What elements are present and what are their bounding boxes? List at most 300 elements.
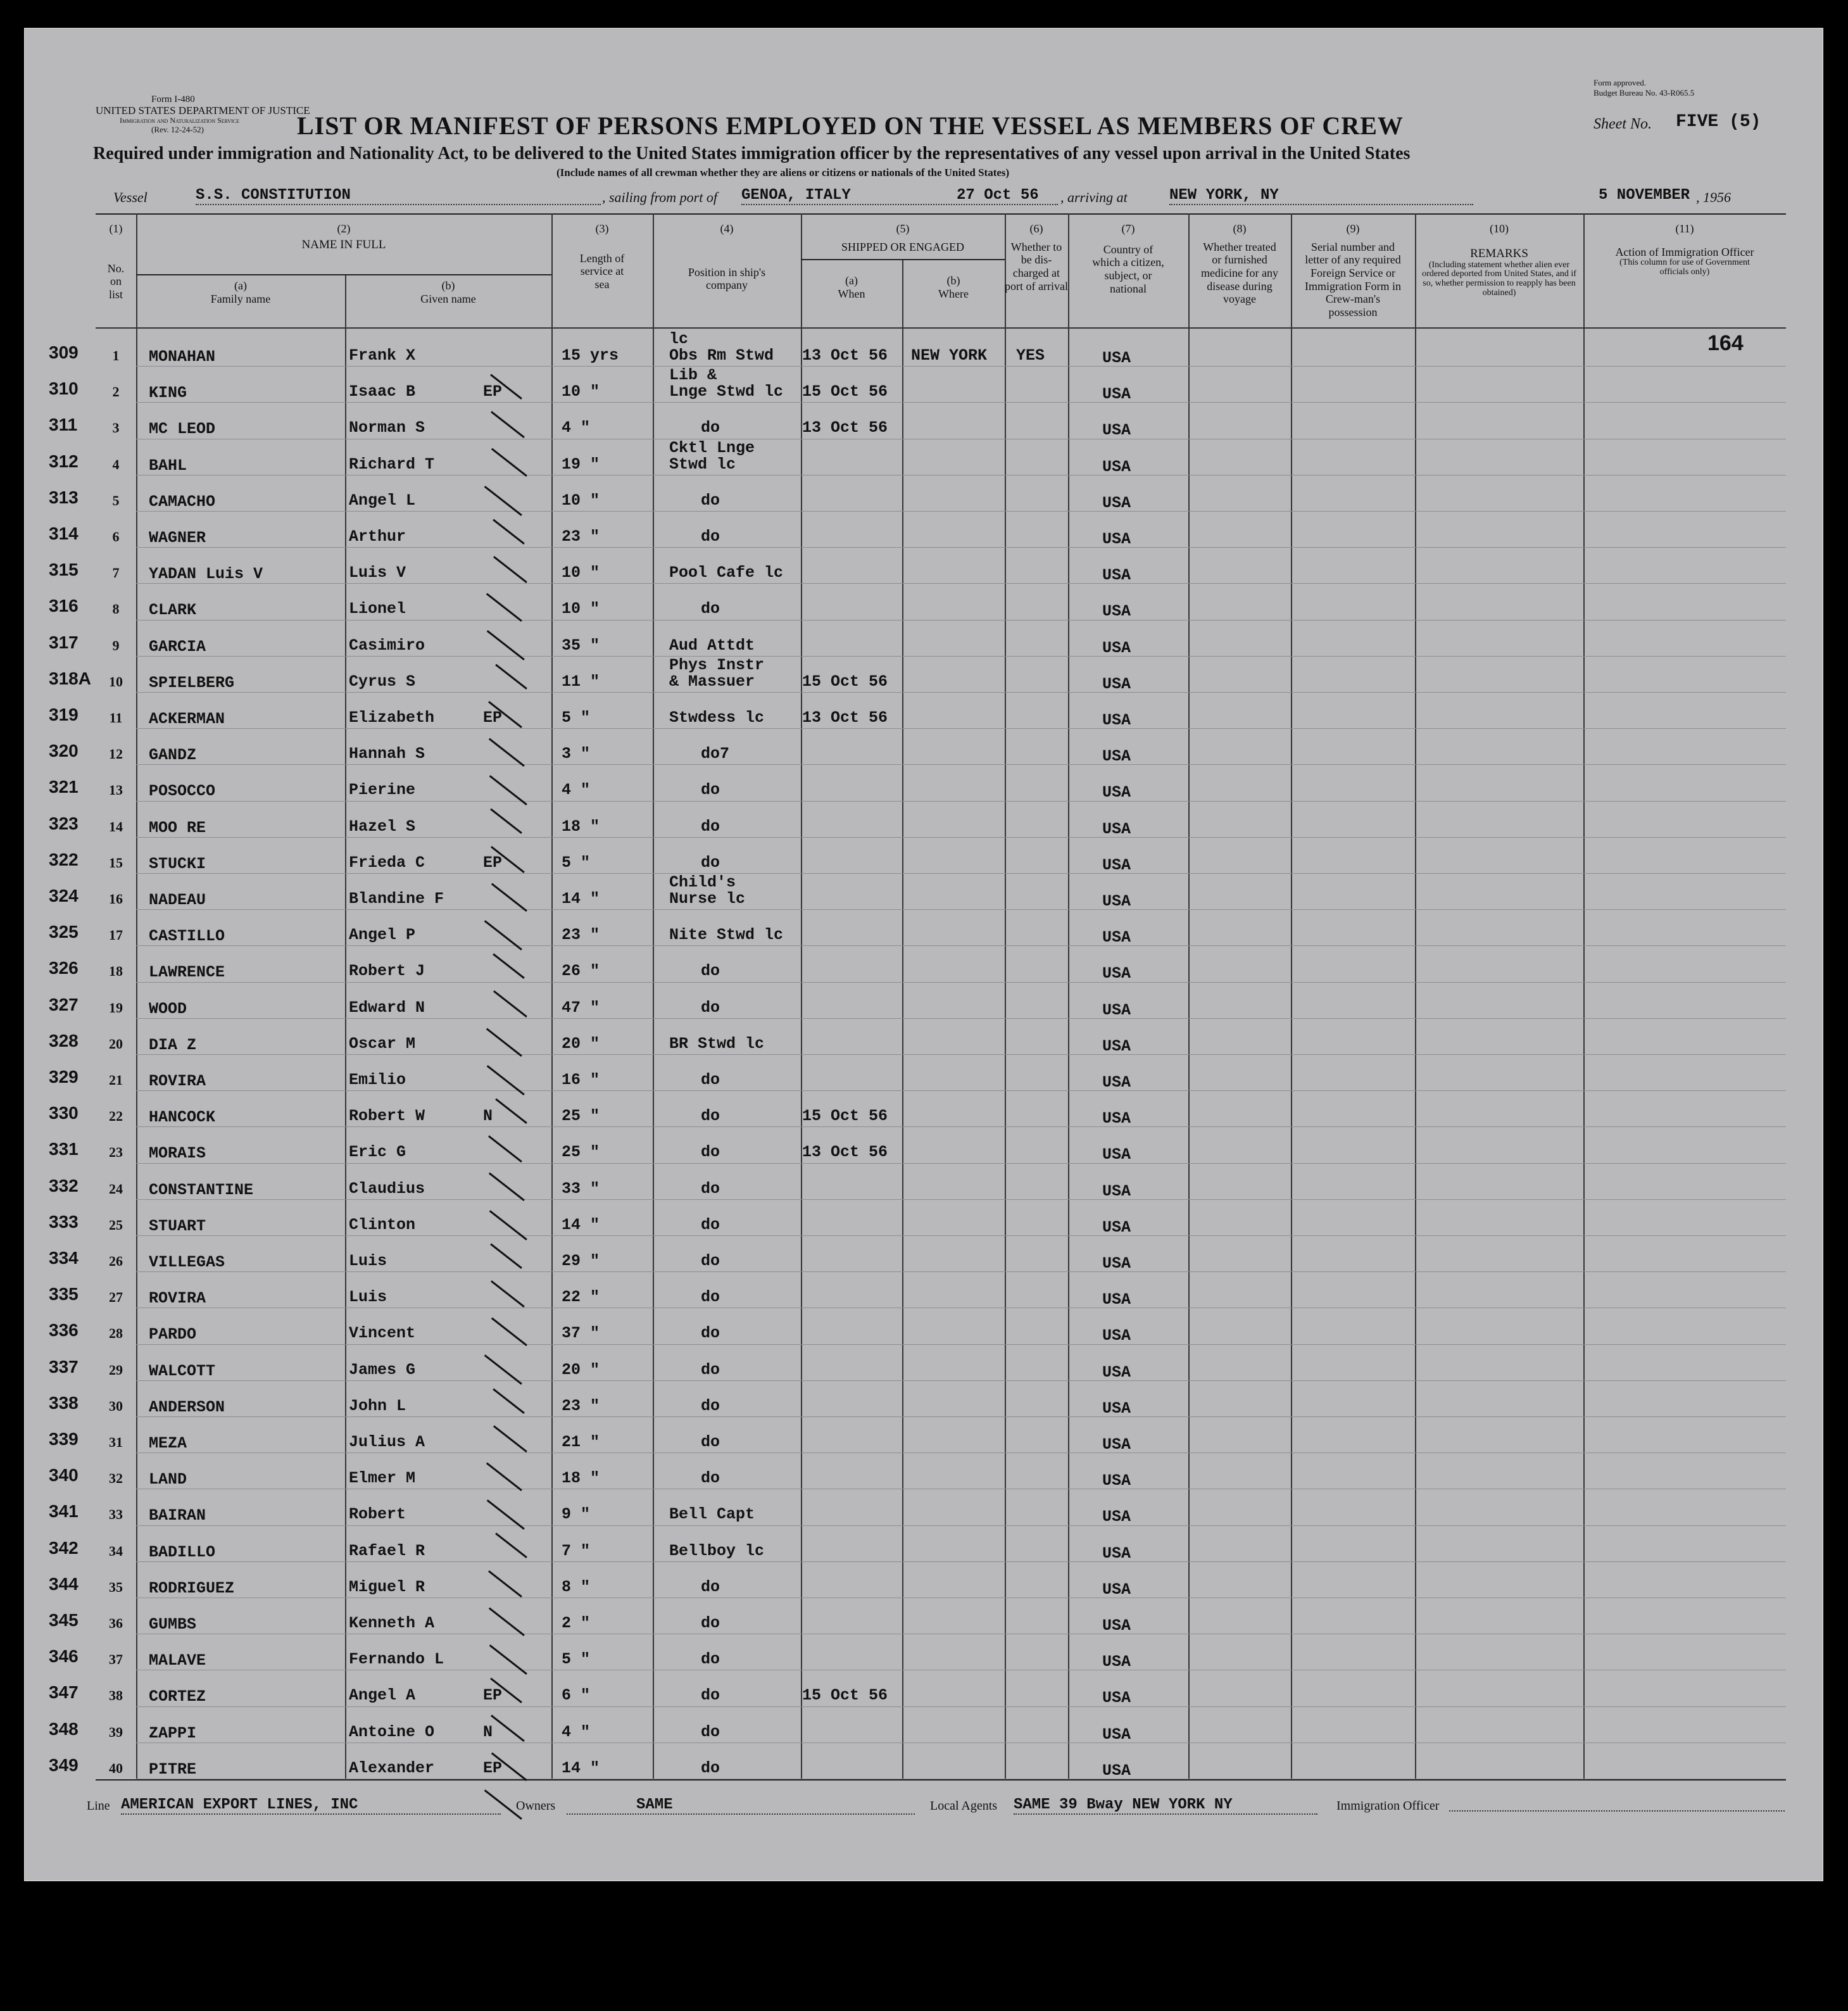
list-number: 6 [112, 529, 120, 545]
country: USA [1102, 892, 1131, 911]
service-length: 18 " [562, 1469, 600, 1488]
shipped-when: 15 Oct 56 [802, 382, 888, 401]
position: do [701, 781, 720, 800]
position: Lnge Stwd lc [669, 382, 784, 401]
service-length: 10 " [562, 491, 600, 510]
country: USA [1102, 602, 1131, 621]
country: USA [1102, 1254, 1131, 1273]
col2-header: (2) NAME IN FULL [301, 222, 386, 251]
given-name: Luis [349, 1288, 387, 1307]
given-name: Kenneth A [349, 1614, 435, 1632]
margin-number: 312 [49, 451, 79, 471]
list-number: 28 [109, 1325, 123, 1342]
budget-bureau: Budget Bureau No. 43-R065.5 [1593, 88, 1695, 98]
position: Stwdess lc [669, 709, 765, 727]
given-name: Fernando L [349, 1650, 444, 1669]
service-length: 23 " [562, 527, 600, 546]
family-name: LAWRENCE [149, 963, 225, 982]
table-row [25, 802, 1823, 838]
stamp-number: 164 [1707, 331, 1744, 355]
margin-number: 334 [49, 1248, 79, 1268]
family-name: MONAHAN [149, 348, 216, 366]
country: USA [1102, 1182, 1131, 1201]
table-row [25, 947, 1823, 983]
margin-number: 323 [49, 813, 79, 833]
margin-number: 320 [49, 741, 79, 761]
service-length: 14 " [562, 890, 600, 908]
family-name: STUART [149, 1216, 206, 1235]
country: USA [1102, 1290, 1131, 1309]
table-top-rule [96, 213, 1786, 215]
margin-number: 346 [49, 1646, 79, 1667]
family-name: CAMACHO [149, 492, 216, 511]
margin-number: 329 [49, 1067, 79, 1087]
given-name: Norman S [349, 419, 425, 438]
col3-header: (3) Length of service at sea [579, 222, 625, 291]
list-number: 12 [109, 746, 123, 762]
margin-number: 338 [49, 1392, 79, 1413]
country: USA [1102, 385, 1131, 404]
margin-number: 348 [49, 1718, 79, 1739]
arrival-year: , 1956 [1696, 189, 1731, 205]
country: USA [1102, 1109, 1131, 1128]
position: do [701, 600, 720, 619]
position: do [701, 1179, 720, 1198]
list-number: 8 [112, 601, 120, 617]
list-number: 29 [109, 1361, 123, 1378]
sailing-label: , sailing from port of [602, 189, 717, 205]
service-length: 8 " [562, 1577, 591, 1596]
status-mark: EP [483, 853, 503, 872]
list-number: 9 [112, 637, 120, 653]
list-number: 25 [109, 1216, 123, 1233]
family-name: WAGNER [149, 529, 206, 547]
family-name: MEZA [149, 1434, 187, 1453]
list-number: 15 [109, 854, 123, 871]
family-name: ACKERMAN [149, 710, 225, 728]
margin-number: 330 [49, 1103, 79, 1123]
country: USA [1102, 638, 1131, 657]
position: do7 [701, 745, 730, 764]
arriving-label: , arriving at [1060, 189, 1128, 205]
given-name: Elmer M [349, 1469, 416, 1488]
service-length: 16 " [562, 1071, 600, 1089]
margin-number: 339 [49, 1429, 79, 1449]
service-length: 22 " [562, 1288, 600, 1307]
page-title: LIST OR MANIFEST OF PERSONS EMPLOYED ON THE VESSEL AS MEMBERS OF CREW [297, 111, 1404, 140]
margin-number: 324 [49, 886, 79, 905]
given-name: Richard T [349, 455, 435, 474]
table-row [25, 1092, 1823, 1128]
service-length: 3 " [562, 745, 591, 764]
table-row [25, 657, 1823, 693]
given-name: Angel L [349, 491, 416, 510]
col1-header: (1) No. on list [107, 222, 125, 301]
given-name: Casimiro [349, 636, 425, 655]
country: USA [1102, 1363, 1131, 1382]
position: Stwd lc [669, 455, 736, 474]
country: USA [1102, 566, 1131, 585]
position-line1: Phys Instr [669, 655, 765, 674]
subtitle-note: (Include names of all crewman whether they are aliens or citizens or nationals of the United States) [556, 167, 1010, 179]
position: do [701, 853, 720, 872]
country: USA [1102, 1580, 1131, 1599]
table-row [25, 548, 1823, 584]
service-length: 10 " [562, 564, 600, 583]
country: USA [1102, 1218, 1131, 1237]
position: do [701, 1577, 720, 1596]
table-row [25, 1237, 1823, 1273]
country: USA [1102, 1725, 1131, 1744]
arrival-port: NEW YORK, NY [1169, 187, 1473, 205]
position: do [701, 962, 720, 981]
table-row [25, 512, 1823, 548]
family-name: SPIELBERG [149, 673, 235, 692]
officer-field [1449, 1804, 1785, 1812]
agents-value: SAME 39 Bway NEW YORK NY [1014, 1796, 1317, 1815]
service-length: 25 " [562, 1107, 600, 1126]
country: USA [1102, 1617, 1131, 1635]
given-name: Antoine O [349, 1722, 435, 1741]
table-row [25, 766, 1823, 802]
country: USA [1102, 747, 1131, 766]
col10-header: (10) REMARKS (Including statement whether alien ever ordered deported from United States, and if so, whether permission to reapply has been obtained) [1422, 222, 1576, 298]
table-row [25, 1056, 1823, 1092]
country: USA [1102, 530, 1131, 548]
country: USA [1102, 711, 1131, 729]
margin-number: 313 [49, 487, 79, 507]
country: USA [1102, 1000, 1131, 1019]
margin-number: 342 [49, 1537, 79, 1558]
service-length: 23 " [562, 926, 600, 945]
col2b-header: (b) Given name [420, 279, 476, 305]
service-length: 5 " [562, 709, 591, 727]
position: do [701, 1252, 720, 1270]
shipped-where: NEW YORK [911, 346, 988, 365]
list-number: 2 [112, 384, 120, 400]
table-row [25, 1309, 1823, 1345]
col5b-header: (b) Where [938, 274, 969, 300]
table-row [25, 1635, 1823, 1671]
form-revision: (Rev. 12-24-52) [151, 125, 204, 134]
country: USA [1102, 1689, 1131, 1708]
table-row [25, 1563, 1823, 1599]
family-name: GARCIA [149, 637, 206, 656]
list-number: 35 [109, 1579, 123, 1595]
country: USA [1102, 783, 1131, 802]
sheet-number: FIVE (5) [1676, 112, 1761, 132]
given-name: Cyrus S [349, 672, 416, 691]
shipped-when: 15 Oct 56 [802, 1686, 888, 1705]
margin-number: 325 [49, 922, 79, 942]
service-length: 10 " [562, 600, 600, 619]
given-name: Julius A [349, 1433, 425, 1451]
departure-port: GENOA, ITALY [741, 187, 1058, 205]
service-length: 35 " [562, 636, 600, 655]
vessel-name: S.S. CONSTITUTION [196, 187, 601, 205]
margin-number: 321 [49, 777, 79, 797]
position: do [701, 1107, 720, 1126]
given-name: Edward N [349, 998, 425, 1017]
service-length: 18 " [562, 817, 600, 836]
family-name: HANCOCK [149, 1108, 216, 1127]
margin-number: 347 [49, 1682, 79, 1703]
shipped-when: 13 Oct 56 [802, 346, 888, 365]
margin-number: 315 [49, 560, 79, 580]
country: USA [1102, 674, 1131, 693]
service-length: 5 " [562, 1650, 591, 1669]
col6-header: (6) Whether to be dis-charged at port of arrival [1005, 222, 1068, 293]
status-mark: EP [483, 709, 503, 727]
service-length: 37 " [562, 1324, 600, 1343]
family-name: MALAVE [149, 1651, 206, 1670]
list-number: 1 [112, 348, 120, 363]
family-name: PARDO [149, 1325, 197, 1344]
country: USA [1102, 1073, 1131, 1092]
position: do [701, 491, 720, 510]
form-number: Form I-480 [151, 94, 195, 104]
given-name: Eric G [349, 1143, 406, 1162]
table-row [25, 476, 1823, 512]
list-number: 32 [109, 1470, 123, 1487]
position: Bell Capt [669, 1505, 755, 1524]
list-number: 7 [112, 565, 120, 581]
discharge: YES [1016, 346, 1045, 365]
service-length: 20 " [562, 1360, 600, 1379]
margin-number: 344 [49, 1573, 79, 1594]
position: do [701, 1396, 720, 1415]
service-length: 4 " [562, 781, 591, 800]
position: do [701, 1143, 720, 1162]
service-length: 10 " [562, 382, 600, 401]
given-name: Robert J [349, 962, 425, 981]
department: UNITED STATES DEPARTMENT OF JUSTICE [96, 104, 310, 117]
country: USA [1102, 421, 1131, 440]
margin-number: 341 [49, 1501, 79, 1522]
table-row [25, 621, 1823, 657]
position: do [701, 1324, 720, 1343]
service-length: 6 " [562, 1686, 591, 1705]
officer-label: Immigration Officer [1336, 1799, 1440, 1813]
shipped-when: 13 Oct 56 [802, 419, 888, 438]
given-name: Hannah S [349, 745, 425, 764]
position: do [701, 1469, 720, 1488]
given-name: Luis [349, 1252, 387, 1270]
list-number: 4 [112, 456, 120, 472]
given-name: Blandine F [349, 890, 444, 908]
family-name: MORAIS [149, 1144, 206, 1163]
given-name: Elizabeth [349, 709, 435, 727]
family-name: ANDERSON [149, 1397, 225, 1416]
list-number: 36 [109, 1615, 123, 1631]
family-name: STUCKI [149, 854, 206, 873]
line-name: AMERICAN EXPORT LINES, INC [121, 1796, 501, 1815]
service-length: 5 " [562, 853, 591, 872]
country: USA [1102, 1327, 1131, 1346]
table-row [25, 1382, 1823, 1418]
position: Nurse lc [669, 890, 746, 908]
list-number: 17 [109, 927, 123, 943]
family-name: ROVIRA [149, 1072, 206, 1090]
shipped-when: 13 Oct 56 [802, 1143, 888, 1162]
family-name: GANDZ [149, 746, 197, 765]
position: do [701, 1360, 720, 1379]
service-length: 9 " [562, 1505, 591, 1524]
col11-header: (11) Action of Immigration Officer (This column for use of Government officials only) [1615, 222, 1754, 277]
name-subheader-rule [136, 274, 551, 275]
position-line1: Lib & [669, 366, 717, 385]
margin-number: 310 [49, 379, 79, 399]
position: do [701, 1650, 720, 1669]
family-name: POSOCCO [149, 782, 216, 801]
given-name: Robert W [349, 1107, 425, 1126]
given-name: Arthur [349, 527, 406, 546]
list-number: 26 [109, 1253, 123, 1269]
status-mark: EP [483, 1758, 503, 1777]
position: Aud Attdt [669, 636, 755, 655]
country: USA [1102, 855, 1131, 874]
position: Bellboy lc [669, 1541, 765, 1560]
list-number: 3 [112, 420, 120, 436]
table-row [25, 838, 1823, 874]
country: USA [1102, 1399, 1131, 1418]
vessel-label: Vessel [113, 189, 148, 205]
owners-value: SAME [567, 1796, 915, 1815]
family-name: CONSTANTINE [149, 1180, 254, 1199]
table-row [25, 1599, 1823, 1635]
shipped-subheader-rule [801, 259, 1005, 260]
family-name: WALCOTT [149, 1361, 216, 1380]
given-name: Isaac B [349, 382, 416, 401]
margin-number: 340 [49, 1465, 79, 1485]
service-length: 11 " [562, 672, 600, 691]
position: do [701, 1686, 720, 1705]
agents-label: Local Agents [930, 1799, 998, 1813]
service-length: 47 " [562, 998, 600, 1017]
arrival-date: 5 NOVEMBER [1599, 187, 1690, 204]
margin-number: 314 [49, 524, 79, 543]
given-name: Pierine [349, 781, 416, 800]
country: USA [1102, 349, 1131, 367]
margin-number: 335 [49, 1284, 79, 1304]
country: USA [1102, 493, 1131, 512]
position: Nite Stwd lc [669, 926, 784, 945]
given-name: Clinton [349, 1215, 416, 1234]
table-row [25, 331, 1823, 367]
family-name: MC LEOD [149, 420, 216, 439]
given-name: Hazel S [349, 817, 416, 836]
position: Obs Rm Stwd [669, 346, 774, 365]
given-name: Rafael R [349, 1541, 425, 1560]
country: USA [1102, 1472, 1131, 1491]
table-row [25, 1128, 1823, 1164]
service-length: 21 " [562, 1433, 600, 1451]
list-number: 37 [109, 1651, 123, 1668]
family-name: PITRE [149, 1760, 197, 1779]
family-name: ZAPPI [149, 1724, 197, 1743]
form-approved: Form approved. [1593, 78, 1647, 87]
margin-number: 318A [49, 668, 91, 688]
position: do [701, 1071, 720, 1089]
country: USA [1102, 1653, 1131, 1672]
given-name: Lionel [349, 600, 406, 619]
col2a-header: (a) Family name [210, 279, 271, 305]
margin-number: 336 [49, 1320, 79, 1340]
country: USA [1102, 928, 1131, 947]
given-name: John L [349, 1396, 406, 1415]
position: do [701, 1215, 720, 1234]
given-name: Alexander [349, 1758, 435, 1777]
status-mark: N [483, 1722, 493, 1741]
col5-header: (5) SHIPPED OR ENGAGED [841, 222, 964, 253]
margin-number: 317 [49, 632, 79, 652]
family-name: WOOD [149, 999, 187, 1018]
margin-number: 322 [49, 849, 79, 869]
table-row [25, 1708, 1823, 1744]
list-number: 19 [109, 999, 123, 1016]
position-line1: lc [669, 330, 689, 348]
service-length: 19 " [562, 455, 600, 474]
service-length: 29 " [562, 1252, 600, 1270]
margin-number: 333 [49, 1211, 79, 1232]
family-name: GUMBS [149, 1615, 197, 1634]
country: USA [1102, 1544, 1131, 1563]
country: USA [1102, 964, 1131, 983]
service-length: 7 " [562, 1541, 591, 1560]
margin-number: 311 [49, 415, 78, 435]
given-name: Robert [349, 1505, 406, 1524]
list-number: 16 [109, 891, 123, 907]
table-row [25, 1454, 1823, 1490]
position: do [701, 1433, 720, 1451]
given-name: Angel A [349, 1686, 416, 1705]
shipped-when: 15 Oct 56 [802, 1107, 888, 1126]
margin-number: 328 [49, 1030, 79, 1050]
country: USA [1102, 1037, 1131, 1056]
position: do [701, 1288, 720, 1307]
list-number: 21 [109, 1072, 123, 1088]
family-name: VILLEGAS [149, 1253, 225, 1271]
family-name: CASTILLO [149, 927, 225, 946]
country: USA [1102, 1435, 1131, 1454]
table-row [25, 1273, 1823, 1309]
list-number: 39 [109, 1724, 123, 1740]
margin-number: 316 [49, 596, 79, 616]
list-number: 22 [109, 1108, 123, 1125]
list-number: 11 [109, 710, 123, 726]
position: do [701, 998, 720, 1017]
shipped-when: 15 Oct 56 [802, 672, 888, 691]
family-name: ROVIRA [149, 1289, 206, 1308]
margin-number: 326 [49, 958, 79, 978]
table-row [25, 1671, 1823, 1707]
table-row [25, 1490, 1823, 1526]
table-row [25, 911, 1823, 947]
table-row [25, 1164, 1823, 1201]
col5a-header: (a) When [838, 274, 865, 300]
margin-number: 319 [49, 705, 79, 724]
list-number: 10 [109, 673, 123, 690]
service-length: 4 " [562, 1722, 591, 1741]
list-number: 23 [109, 1144, 123, 1161]
given-name: Miguel R [349, 1577, 425, 1596]
sheet-label: Sheet No. [1593, 116, 1652, 132]
col7-header: (7) Country of which a citizen, subject, or national [1092, 222, 1164, 295]
given-name: Claudius [349, 1179, 425, 1198]
list-number: 30 [109, 1397, 123, 1414]
family-name: BAHL [149, 456, 187, 475]
table-row [25, 584, 1823, 621]
